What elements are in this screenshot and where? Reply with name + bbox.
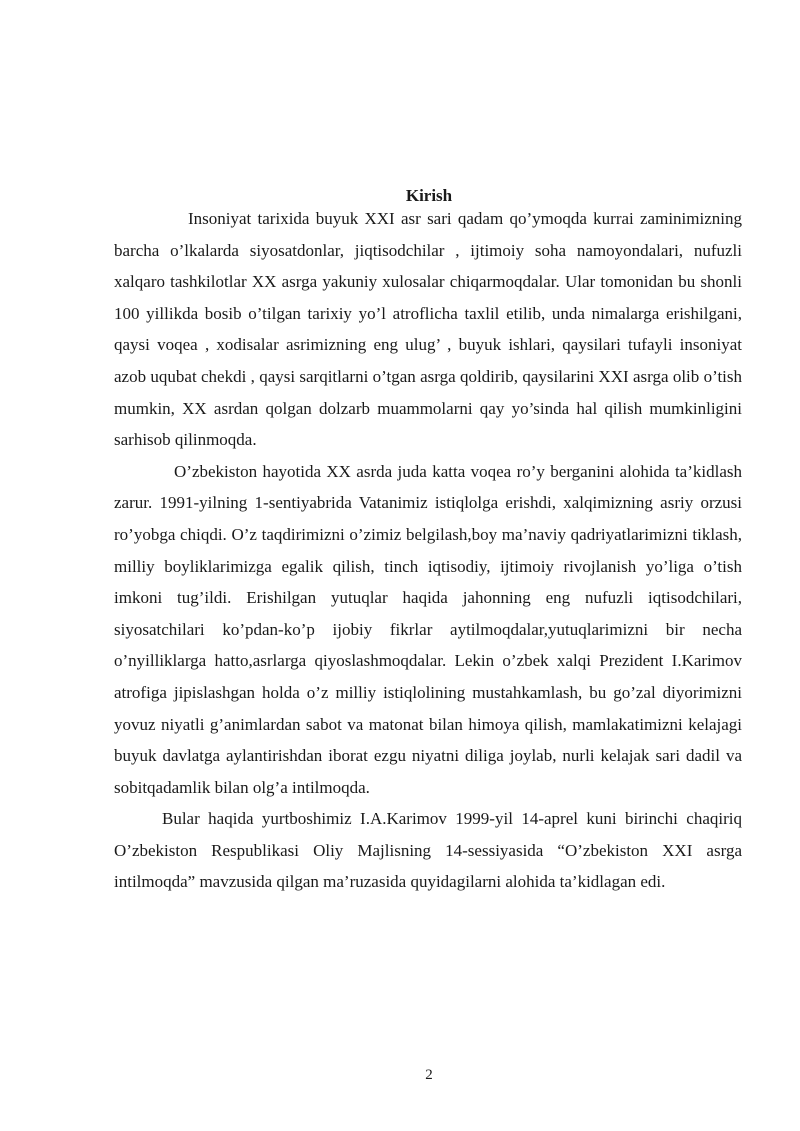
paragraph-independence: O’zbekiston hayotida XX asrda juda katta voqea ro’y berganini alohida ta’kidlash zarur. 1991-yilning 1-sentiyabrida Vatanimiz istiqlolga erishdi, xalqimizning asriy orzusi ro’yobga chiqdi. O’z taqdirimizni o’zimiz belgilash,boy ma’naviy qadriyatlarimizni tiklash, milliy boyliklarimizga egalik qilish, tinch iqtisodiy, ijtimoiy rivojlanish yo’liga o’tish imkoni tug’ildi. Erishilgan yutuqlar haqida jahonning eng nufuzli iqtisodchilari, siyosatchilari ko’pdan-ko’p ijobiy fikrlar aytilmoqdalar,yutuqlarimizni bir necha o’nyilliklarga hatto,asrlarga qiyoslashmoqdalar. Lekin o’zbek xalqi Prezident I.Karimov atrofiga jipislashgan holda o’z milliy istiqlolining mustahkamlash, bu go’zal diyorimizni yovuz niyatli g’animlardan sabot va matonat bilan himoya qilish, mamlakatimizni kelajagi buyuk davlatga aylantirishdan iborat ezgu niyatni diliga joylab, nurli kelajak sari dadil va sobitqadamlik bilan olg’a intilmoqda. — [114, 461, 742, 797]
page-number: 2 — [425, 1067, 433, 1083]
body-text — [114, 203, 742, 898]
section-heading: Kirish — [405, 186, 453, 205]
paragraph-introduction: Insoniyat tarixida buyuk XXI asr sari qadam qo’ymoqda kurrai zaminimizning barcha o’lkalarda siyosatdonlar, jiqtisodchilar , ijtimoiy soha namoyondalari, nufuzli xalqaro tashkilotlar XX asrga yakuniy xulosalar chiqarmoqdalar. Ular tomonidan bu shonli 100 yillikda bosib o’tilgan tarixiy yo’l atroflicha taxlil etilib, unda nimalarga erishilgani, qaysi voqea , xodisalar asrimizning eng ulug’ , buyuk ishlari, qaysilari tufayli insoniyat azob uqubat chekdi , qaysi sarqitlarni o’tgan asrga qoldirib, qaysilarini XXI asrga olib o’tish mumkin, XX asrdan qolgan dolzarb muammolarni qay yo’sinda hal qilish mumkinligini sarhisob qilinmoqda. — [114, 209, 742, 450]
paragraph-speech: Bular haqida yurtboshimiz I.A.Karimov 1999-yil 14-aprel kuni birinchi chaqiriq O’zbekiston Respublikasi Oliy Majlisning 14-sessiyasida “O’zbekiston XXI asrga intilmoqda” mavzusida qilgan ma’ruzasida quyidagilarni alohida ta’kidlagan edi. — [114, 809, 742, 892]
